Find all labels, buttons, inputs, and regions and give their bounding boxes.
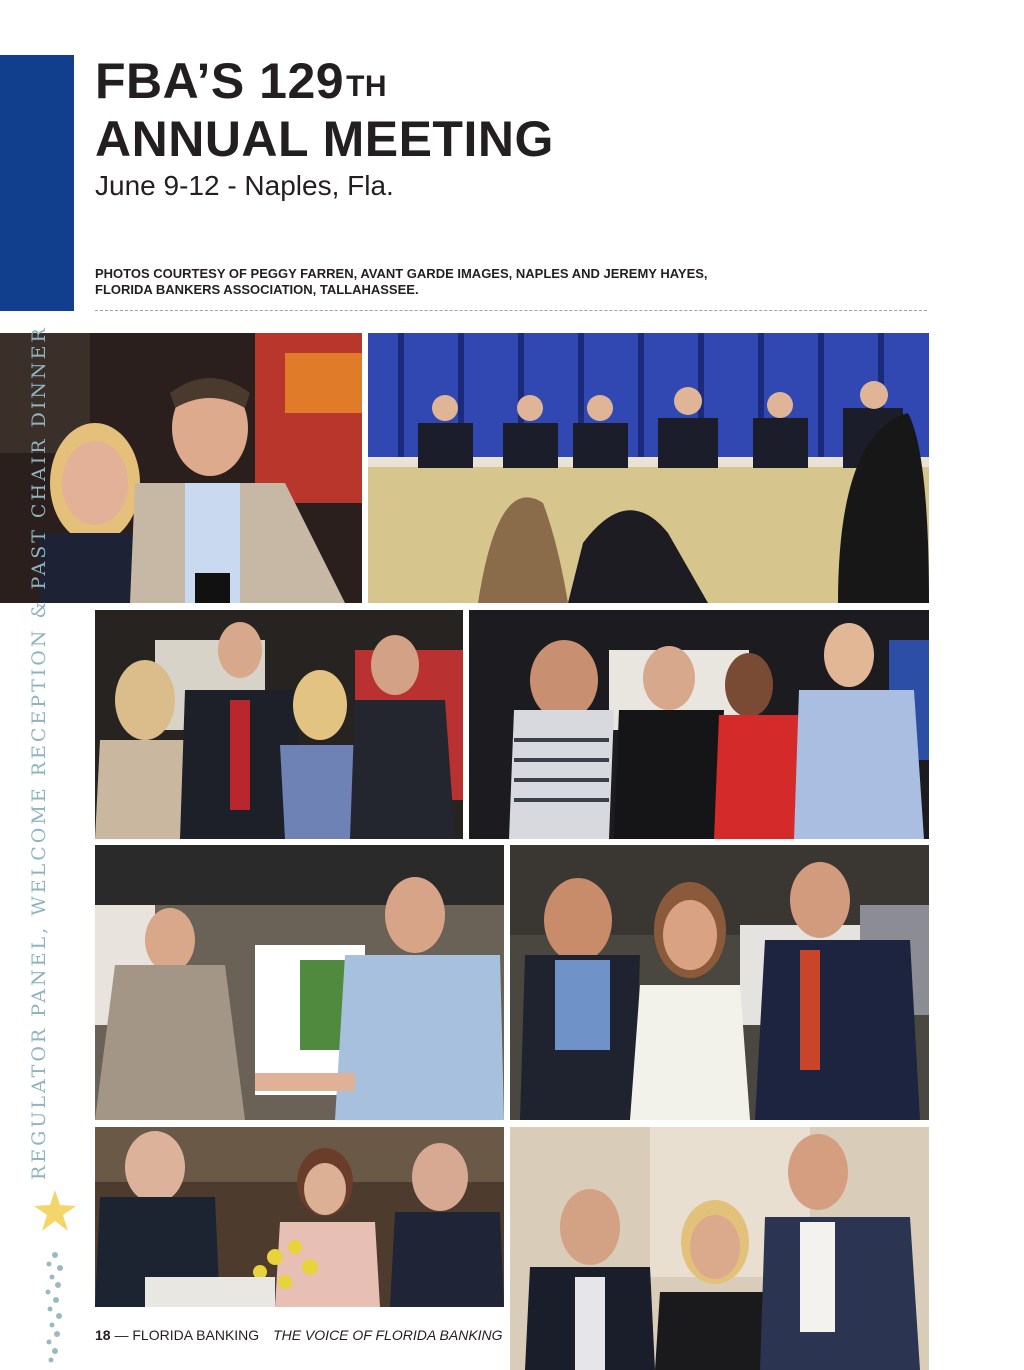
event-date-location: June 9-12 - Naples, Fla. [95, 170, 394, 201]
photo-past-chair-dinner-table [95, 1127, 504, 1307]
photo-group-at-datacomm-booth [469, 610, 929, 839]
photo-handshake-at-exhibit [95, 845, 504, 1120]
footer-separator: — [114, 1327, 129, 1343]
brand-color-bar [0, 55, 74, 311]
page-footer [95, 1327, 503, 1343]
photo-group-of-four-at-booth [95, 610, 463, 839]
photo-regulator-panel [368, 333, 929, 603]
page-number: 18 [95, 1327, 111, 1343]
magazine-name: FLORIDA BANKING [132, 1327, 260, 1343]
dot-vine-icon [40, 1250, 70, 1365]
magazine-tagline: THE VOICE OF FLORIDA BANKING [273, 1327, 503, 1343]
title-line-2: ANNUAL MEETING [95, 111, 554, 167]
photo-trio-smiling [510, 1127, 929, 1370]
title-line-1: FBA’S 129 [95, 53, 345, 109]
starfish-icon [32, 1188, 78, 1234]
title-superscript: TH [346, 70, 388, 103]
photo-trio-at-rehmann-booth [510, 845, 929, 1120]
photo-couple-at-reception [0, 333, 362, 603]
page-title [95, 52, 554, 168]
vertical-section-caption: REGULATOR PANEL, WELCOME RECEPTION & PAST CHAIR DINNER [28, 325, 50, 1180]
photo-credits: PHOTOS COURTESY OF PEGGY FARREN, AVANT GARDE IMAGES, NAPLES AND JEREMY HAYES, FLORIDA BANKERS ASSOCIATION, TALLAHASSEE. [95, 266, 708, 297]
dashed-divider [95, 310, 927, 311]
